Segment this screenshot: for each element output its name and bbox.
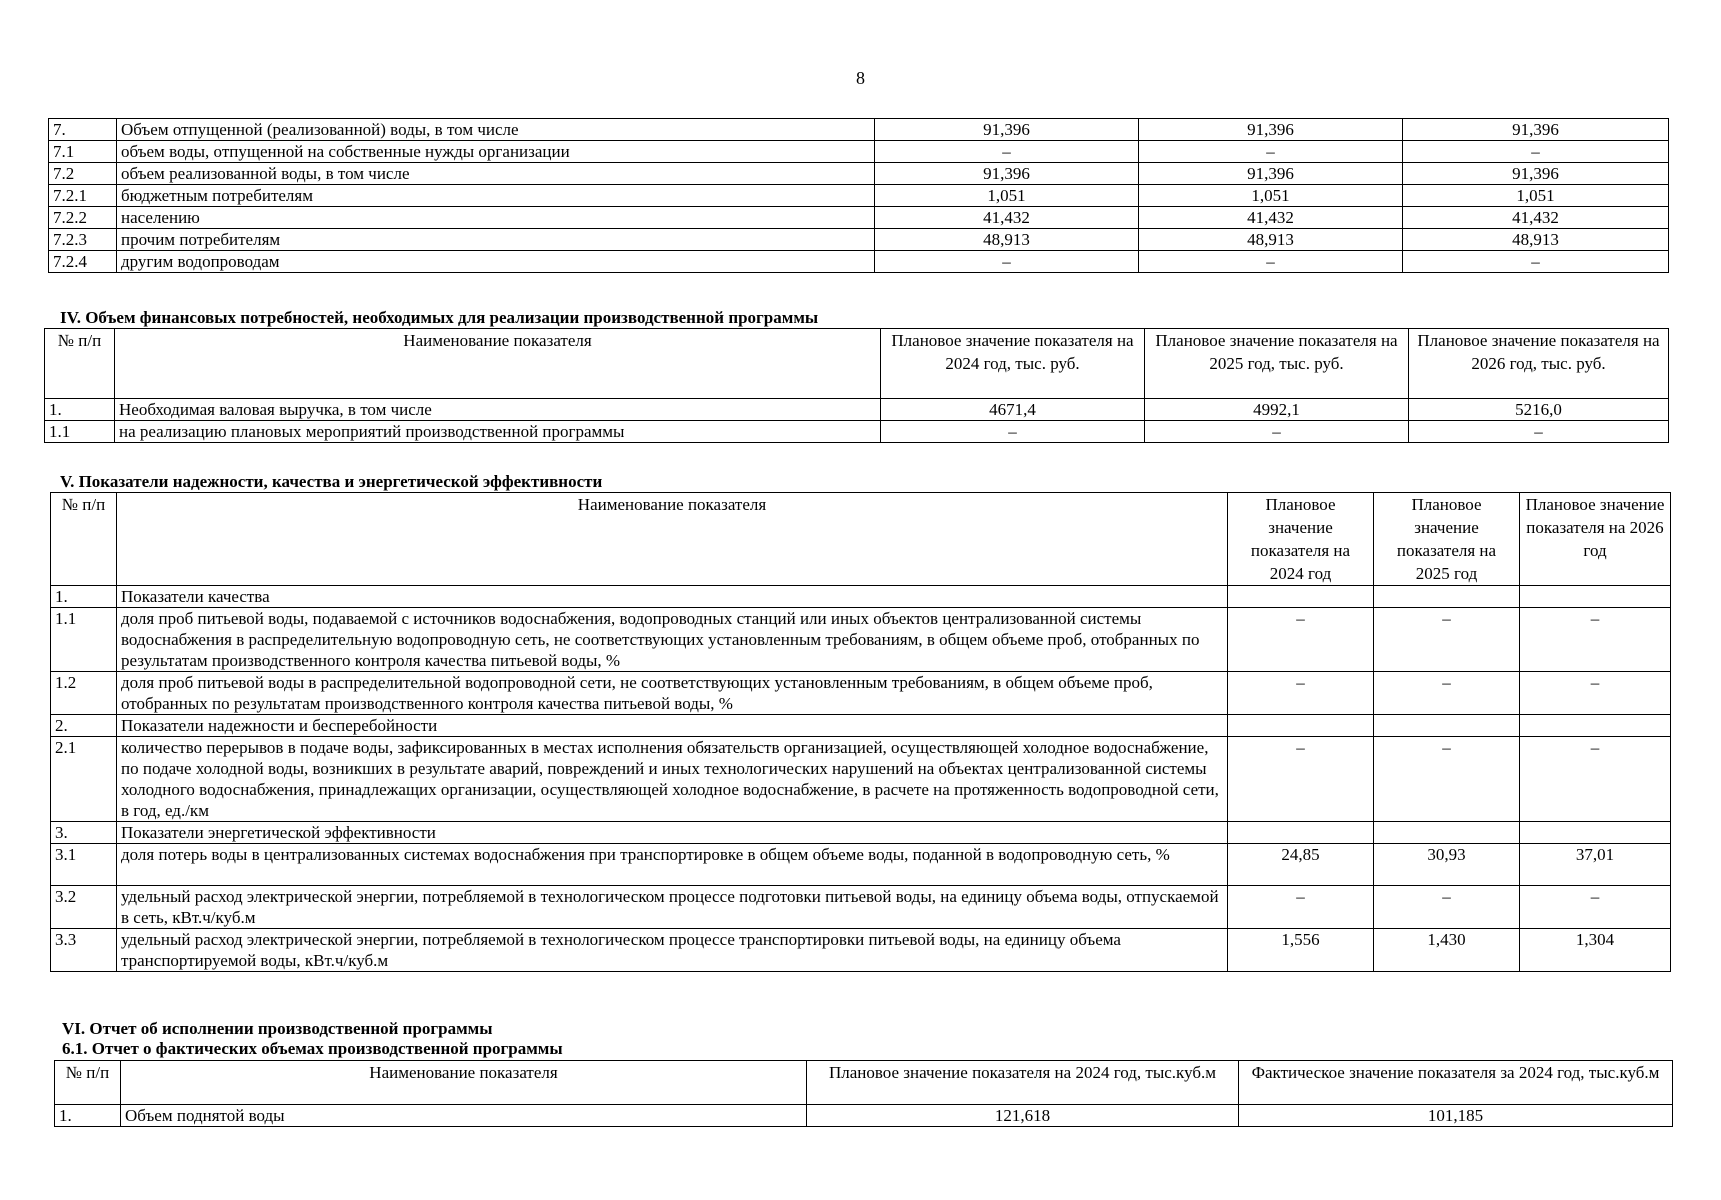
value-2025: 91,396 — [1139, 119, 1403, 141]
value-2024 — [1228, 586, 1374, 608]
value-2026 — [1520, 586, 1671, 608]
indicator-name: доля проб питьевой воды в распределительной водопроводной сети, не соответствующих установленным требованиям, в общем объеме проб, отобранных по результатам производственного контроля качества питьевой воды, % — [117, 672, 1228, 715]
reliability-table — [50, 492, 1671, 972]
header-num: № п/п — [45, 329, 115, 399]
value-2025 — [1374, 822, 1520, 844]
value-2024: 1,556 — [1228, 929, 1374, 972]
value-2026: – — [1520, 672, 1671, 715]
header-name: Наименование показателя — [121, 1061, 807, 1105]
header-plan: Плановое значение показателя на 2024 год, тыс.куб.м — [807, 1061, 1239, 1105]
page-number: 8 — [856, 68, 865, 88]
row-number: 1.2 — [51, 672, 117, 715]
value-2026: 37,01 — [1520, 844, 1671, 886]
row-number: 3. — [51, 822, 117, 844]
value-2024: – — [1228, 886, 1374, 929]
table-header-row — [55, 1061, 1673, 1105]
table-row — [49, 119, 1669, 141]
row-number: 3.3 — [51, 929, 117, 972]
indicator-name: удельный расход электрической энергии, потребляемой в технологическом процессе транспортировки питьевой воды, на единицу объема транспортируемой воды, кВт.ч/куб.м — [117, 929, 1228, 972]
indicator-name: количество перерывов в подаче воды, зафиксированных в местах исполнения обязательств организацией, осуществляющей холодное водоснабжение, по подаче холодной воды, возникших в результате аварий, повреждений и иных технологических нарушений на объектах централизованной системы холодного водоснабжения, принадлежащих организации, осуществляющей холодное водоснабжение, в расчете на протяженность водопроводной сети, в год, ед./км — [117, 737, 1228, 822]
value-2025: – — [1374, 886, 1520, 929]
table-row — [51, 737, 1671, 822]
value-2025: – — [1139, 141, 1403, 163]
indicator-name: доля потерь воды в централизованных системах водоснабжения при транспортировке в общем объеме воды, поданной в водопроводную сеть, % — [117, 844, 1228, 886]
table-row — [49, 141, 1669, 163]
table-row — [51, 672, 1671, 715]
indicator-name: Показатели надежности и бесперебойности — [117, 715, 1228, 737]
indicator-name: Объем поднятой воды — [121, 1105, 807, 1127]
indicator-name: прочим потребителям — [117, 229, 875, 251]
header-fact: Фактическое значение показателя за 2024 год, тыс.куб.м — [1239, 1061, 1673, 1105]
value-2024 — [1228, 715, 1374, 737]
value-2024: – — [875, 251, 1139, 273]
table-row — [45, 399, 1669, 421]
table-row — [49, 185, 1669, 207]
header-num: № п/п — [51, 493, 117, 586]
value-2026: 5216,0 — [1409, 399, 1669, 421]
table-row — [51, 844, 1671, 886]
table-row — [51, 886, 1671, 929]
value-2024: – — [875, 141, 1139, 163]
header-plan-2025: Плановое значение показателя на 2025 год — [1374, 493, 1520, 586]
value-2026 — [1520, 822, 1671, 844]
header-plan-2026: Плановое значение показателя на 2026 год, тыс. руб. — [1409, 329, 1669, 399]
table-row — [49, 229, 1669, 251]
table-row — [49, 163, 1669, 185]
indicator-name: на реализацию плановых мероприятий производственной программы — [115, 421, 881, 443]
value-2026: – — [1403, 141, 1669, 163]
row-number: 1. — [45, 399, 115, 421]
value-2024: 91,396 — [875, 163, 1139, 185]
table-row — [51, 929, 1671, 972]
row-number: 7.2.2 — [49, 207, 117, 229]
value-2025: 30,93 — [1374, 844, 1520, 886]
indicator-name: Необходимая валовая выручка, в том числе — [115, 399, 881, 421]
indicator-name: удельный расход электрической энергии, потребляемой в технологическом процессе подготовки питьевой воды, на единицу объема воды, отпускаемой в сеть, кВт.ч/куб.м — [117, 886, 1228, 929]
row-number: 7. — [49, 119, 117, 141]
value-2025: – — [1374, 737, 1520, 822]
actual-volumes-table — [54, 1060, 1673, 1127]
value-2024: – — [1228, 608, 1374, 672]
table-header-row — [45, 329, 1669, 399]
financial-needs-table — [44, 328, 1669, 443]
section-vi-title: VI. Отчет об исполнении производственной программы — [62, 1019, 493, 1038]
row-number: 1. — [51, 586, 117, 608]
row-number: 7.1 — [49, 141, 117, 163]
table-row — [55, 1105, 1673, 1127]
header-plan-2024: Плановое значение показателя на 2024 год — [1228, 493, 1374, 586]
section-iv-title: IV. Объем финансовых потребностей, необходимых для реализации производственной программы — [60, 308, 819, 327]
value-2026: 41,432 — [1403, 207, 1669, 229]
value-2026: – — [1520, 737, 1671, 822]
header-plan-2024: Плановое значение показателя на 2024 год, тыс. руб. — [881, 329, 1145, 399]
section-v-title: V. Показатели надежности, качества и энергетической эффективности — [60, 472, 603, 491]
indicator-name: объем реализованной воды, в том числе — [117, 163, 875, 185]
value-2024: 24,85 — [1228, 844, 1374, 886]
value-2024: 41,432 — [875, 207, 1139, 229]
value-2025: 41,432 — [1139, 207, 1403, 229]
table-row — [51, 586, 1671, 608]
value-2026: 91,396 — [1403, 119, 1669, 141]
value-2026: 1,304 — [1520, 929, 1671, 972]
indicator-name: Показатели энергетической эффективности — [117, 822, 1228, 844]
value-2025: 91,396 — [1139, 163, 1403, 185]
indicator-name: другим водопроводам — [117, 251, 875, 273]
value-2025: 1,430 — [1374, 929, 1520, 972]
row-number: 1. — [55, 1105, 121, 1127]
header-plan-2025: Плановое значение показателя на 2025 год, тыс. руб. — [1145, 329, 1409, 399]
value-2026 — [1520, 715, 1671, 737]
value-2024: 48,913 — [875, 229, 1139, 251]
indicator-name: населению — [117, 207, 875, 229]
row-number: 1.1 — [51, 608, 117, 672]
row-number: 1.1 — [45, 421, 115, 443]
value-2024: 1,051 — [875, 185, 1139, 207]
fact-value: 101,185 — [1239, 1105, 1673, 1127]
table-row — [49, 251, 1669, 273]
indicator-name: объем воды, отпущенной на собственные нужды организации — [117, 141, 875, 163]
value-2024: 91,396 — [875, 119, 1139, 141]
row-number: 7.2.3 — [49, 229, 117, 251]
row-number: 2. — [51, 715, 117, 737]
value-2024: – — [1228, 737, 1374, 822]
value-2026: 48,913 — [1403, 229, 1669, 251]
row-number: 2.1 — [51, 737, 117, 822]
value-2024 — [1228, 822, 1374, 844]
table-row — [45, 421, 1669, 443]
table-row — [49, 207, 1669, 229]
table-header-row — [51, 493, 1671, 586]
row-number: 3.1 — [51, 844, 117, 886]
value-2026: 91,396 — [1403, 163, 1669, 185]
header-name: Наименование показателя — [117, 493, 1228, 586]
value-2026: – — [1403, 251, 1669, 273]
row-number: 7.2.1 — [49, 185, 117, 207]
table-row — [51, 715, 1671, 737]
value-2024: – — [881, 421, 1145, 443]
table-row — [51, 608, 1671, 672]
plan-value: 121,618 — [807, 1105, 1239, 1127]
indicator-name: Показатели качества — [117, 586, 1228, 608]
table-row — [51, 822, 1671, 844]
value-2026: – — [1409, 421, 1669, 443]
value-2025: – — [1145, 421, 1409, 443]
indicator-name: бюджетным потребителям — [117, 185, 875, 207]
value-2025: – — [1374, 672, 1520, 715]
value-2026: – — [1520, 608, 1671, 672]
header-plan-2026: Плановое значение показателя на 2026 год — [1520, 493, 1671, 586]
water-volume-table — [48, 118, 1669, 273]
header-num: № п/п — [55, 1061, 121, 1105]
value-2025: – — [1139, 251, 1403, 273]
row-number: 3.2 — [51, 886, 117, 929]
value-2025: 1,051 — [1139, 185, 1403, 207]
indicator-name: доля проб питьевой воды, подаваемой с источников водоснабжения, водопроводных станций или иных объектов централизованной системы водоснабжения в распределительную водопроводную сеть, не соответствующих установленным требованиям, в общем объеме проб, отобранных по результатам производственного контроля качества питьевой воды, % — [117, 608, 1228, 672]
value-2025: 4992,1 — [1145, 399, 1409, 421]
value-2025: 48,913 — [1139, 229, 1403, 251]
value-2025 — [1374, 715, 1520, 737]
value-2025 — [1374, 586, 1520, 608]
row-number: 7.2 — [49, 163, 117, 185]
section-vi-subtitle: 6.1. Отчет о фактических объемах производственной программы — [62, 1039, 563, 1058]
indicator-name: Объем отпущенной (реализованной) воды, в том числе — [117, 119, 875, 141]
header-name: Наименование показателя — [115, 329, 881, 399]
value-2024: – — [1228, 672, 1374, 715]
value-2026: 1,051 — [1403, 185, 1669, 207]
value-2024: 4671,4 — [881, 399, 1145, 421]
value-2026: – — [1520, 886, 1671, 929]
row-number: 7.2.4 — [49, 251, 117, 273]
value-2025: – — [1374, 608, 1520, 672]
